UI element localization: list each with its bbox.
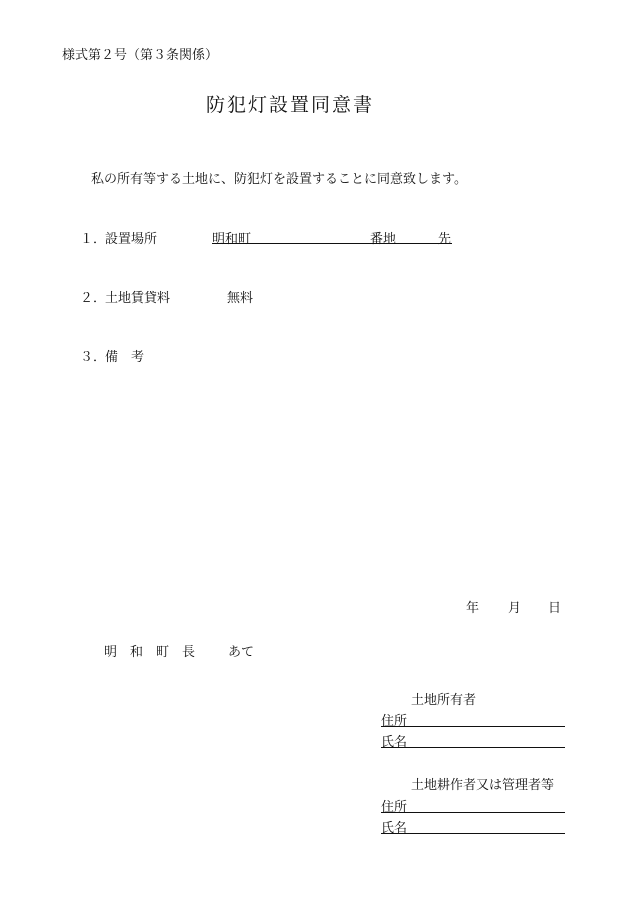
manager-address-line	[381, 812, 565, 813]
item-3-number: ３．	[80, 350, 107, 365]
owner-heading: 土地所有者	[411, 693, 477, 708]
owner-address-line	[381, 726, 565, 727]
owner-address-label: 住所	[381, 714, 408, 729]
owner-name-label: 氏名	[381, 735, 408, 750]
item-1-number: １．	[80, 232, 107, 247]
item-1-label: 設置場所	[105, 232, 158, 247]
location-banchi: 番地	[370, 232, 397, 247]
manager-heading: 土地耕作者又は管理者等	[411, 778, 555, 793]
addressee-name: 明 和 町 長	[104, 645, 196, 660]
manager-name-label: 氏名	[381, 821, 408, 836]
location-town: 明和町	[212, 232, 252, 247]
date-month: 月	[508, 601, 522, 616]
manager-address-label: 住所	[381, 800, 408, 815]
manager-name-line	[381, 833, 565, 834]
owner-name-line	[381, 747, 565, 748]
item-2-number: ２．	[80, 291, 107, 306]
consent-statement: 私の所有等する土地に、防犯灯を設置することに同意致します。	[91, 172, 467, 187]
form-number: 様式第２号（第３条関係）	[62, 48, 219, 63]
item-3-label: 備 考	[105, 350, 145, 365]
manager-name-field[interactable]	[381, 817, 565, 834]
addressee-suffix: あて	[228, 645, 255, 660]
item-2-label: 土地賃貸料	[105, 291, 171, 306]
manager-address-field[interactable]	[381, 796, 565, 813]
owner-name-field[interactable]	[381, 731, 565, 748]
location-saki: 先	[438, 232, 452, 247]
owner-address-field[interactable]	[381, 710, 565, 727]
rent-value: 無料	[227, 291, 254, 306]
date-day: 日	[548, 601, 562, 616]
document-title: 防犯灯設置同意書	[206, 94, 375, 116]
date-year: 年	[466, 601, 480, 616]
